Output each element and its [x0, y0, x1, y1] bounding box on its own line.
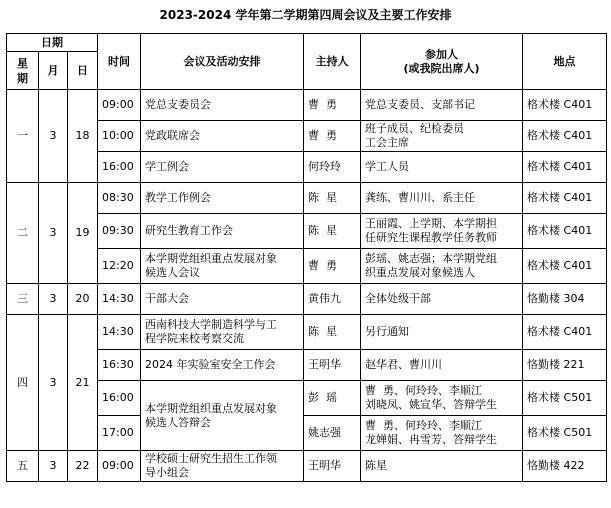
cell-host: 王明华 [304, 451, 361, 482]
cell-location: 格术楼 C501 [523, 381, 607, 416]
cell-host: 曹 勇 [304, 121, 361, 152]
schedule-body [7, 90, 607, 482]
header-day: 日 [68, 52, 98, 90]
event-line: 教学工作例会 [145, 191, 212, 204]
cell-time: 16:00 [98, 152, 141, 183]
header-participants-line2: (或我院出席人) [403, 61, 480, 75]
cell-host: 王明华 [304, 350, 361, 381]
event-line: 本学期党组织重点发展对象 [145, 252, 278, 265]
cell-day: 20 [68, 284, 98, 315]
cell-time: 16:30 [98, 350, 141, 381]
cell-month: 3 [39, 315, 68, 451]
header-month: 月 [39, 52, 68, 90]
cell-location: 格术楼 C401 [523, 152, 607, 183]
cell-location: 格术楼 C401 [523, 121, 607, 152]
header-location: 地点 [523, 34, 607, 90]
event-line: 党总支委员会 [145, 98, 212, 111]
table-row [7, 90, 607, 121]
cell-participants [361, 350, 523, 381]
participants-line: 班子成员、纪检委员 [365, 122, 465, 135]
event-line: 2024 年实验室安全工作会 [145, 358, 276, 371]
event-line: 西南科技大学制造科学与工 [145, 318, 278, 331]
participants-line: 曹 勇、何玲玲、李顺江 [365, 384, 483, 397]
participants-line: 龙婵娟、冉雪芳、答辩学生 [365, 433, 498, 446]
cell-host: 陈 星 [304, 315, 361, 350]
cell-month: 3 [39, 90, 68, 183]
cell-day: 18 [68, 90, 98, 183]
cell-time: 09:00 [98, 451, 141, 482]
cell-time: 17:00 [98, 416, 141, 451]
cell-participants [361, 451, 523, 482]
event-line: 候选人会议 [145, 266, 201, 279]
participants-line: 赵华君、曹川川 [365, 358, 443, 371]
schedule-table [6, 33, 607, 482]
participants-line: 彭瑶、姚志强；本学期党组 [365, 252, 498, 265]
cell-location: 恪勤楼 221 [523, 350, 607, 381]
cell-location: 格术楼 C401 [523, 315, 607, 350]
participants-line: 任研究生课程教学任务教师 [365, 231, 498, 244]
cell-time: 16:00 [98, 381, 141, 416]
cell-day: 19 [68, 183, 98, 284]
table-row [7, 451, 607, 482]
cell-event [141, 121, 304, 152]
cell-time: 14:30 [98, 284, 141, 315]
cell-weekday: 三 [7, 284, 39, 315]
cell-time: 14:30 [98, 315, 141, 350]
cell-host: 陈 星 [304, 214, 361, 249]
cell-event [141, 284, 304, 315]
cell-participants [361, 416, 523, 451]
header-event: 会议及活动安排 [141, 34, 304, 90]
cell-event [141, 90, 304, 121]
participants-line: 王丽霞、上学期、本学期担 [365, 217, 498, 230]
cell-host: 彭 瑶 [304, 381, 361, 416]
participants-line: 党总支委员、支部书记 [365, 98, 476, 111]
event-line: 党政联席会 [145, 129, 201, 142]
cell-weekday: 五 [7, 451, 39, 482]
cell-location: 格术楼 C401 [523, 90, 607, 121]
cell-month: 3 [39, 451, 68, 482]
cell-participants [361, 249, 523, 284]
header-participants-line1: 参加人 [425, 47, 459, 61]
cell-participants [361, 284, 523, 315]
cell-time: 12:20 [98, 249, 141, 284]
cell-event [141, 183, 304, 214]
event-line: 候选人答辩会 [145, 415, 212, 429]
header-time: 时间 [98, 34, 141, 90]
cell-month: 3 [39, 284, 68, 315]
table-row [7, 284, 607, 315]
event-line: 学校硕士研究生招生工作领 [145, 452, 278, 465]
cell-location: 格术楼 C401 [523, 214, 607, 249]
cell-location: 格术楼 C401 [523, 249, 607, 284]
cell-event [141, 315, 304, 350]
cell-location: 恪勤楼 422 [523, 451, 607, 482]
participants-line: 工会主席 [365, 136, 410, 149]
cell-host: 曹 勇 [304, 90, 361, 121]
cell-weekday: 四 [7, 315, 39, 451]
header-weekday: 星期 [7, 52, 39, 90]
page-title: 2023-2024 学年第二学期第四周会议及主要工作安排 [159, 8, 452, 22]
event-line: 干部大会 [145, 292, 190, 305]
event-line: 学工例会 [145, 160, 190, 173]
cell-participants [361, 152, 523, 183]
participants-line: 全体处级干部 [365, 292, 432, 305]
cell-weekday: 一 [7, 90, 39, 183]
cell-event [141, 214, 304, 249]
cell-host: 黄伟九 [304, 284, 361, 315]
header-participants [361, 34, 523, 90]
cell-location: 格术楼 C501 [523, 416, 607, 451]
cell-time: 10:00 [98, 121, 141, 152]
table-row [7, 183, 607, 214]
event-line: 程学院来校考察交流 [145, 332, 245, 345]
cell-participants [361, 214, 523, 249]
cell-event [141, 152, 304, 183]
cell-host: 陈 星 [304, 183, 361, 214]
cell-participants [361, 315, 523, 350]
cell-time: 09:00 [98, 90, 141, 121]
participants-line: 学工人员 [365, 160, 410, 173]
cell-event [141, 249, 304, 284]
participants-line: 曹 勇、何玲玲、李顺江 [365, 419, 483, 432]
cell-event [141, 350, 304, 381]
cell-host: 姚志强 [304, 416, 361, 451]
event-line: 导小组会 [145, 466, 190, 479]
cell-participants [361, 381, 523, 416]
header-host: 主持人 [304, 34, 361, 90]
table-row [7, 315, 607, 350]
cell-location: 格术楼 C401 [523, 183, 607, 214]
cell-day: 21 [68, 315, 98, 451]
cell-participants [361, 183, 523, 214]
participants-line: 织重点发展对象候选人 [365, 266, 476, 279]
cell-location: 恪勤楼 304 [523, 284, 607, 315]
event-line: 本学期党组织重点发展对象 [145, 401, 278, 415]
cell-participants [361, 90, 523, 121]
cell-weekday: 二 [7, 183, 39, 284]
header-date-group: 日期 [7, 34, 98, 52]
cell-host: 何玲玲 [304, 152, 361, 183]
participants-line: 刘晓凤、姚宣华、答辩学生 [365, 398, 498, 411]
cell-event [141, 381, 304, 451]
event-line: 研究生教育工作会 [145, 224, 234, 237]
cell-day: 22 [68, 451, 98, 482]
participants-line: 另行通知 [365, 325, 410, 338]
cell-participants [361, 121, 523, 152]
cell-time: 08:30 [98, 183, 141, 214]
participants-line: 陈星 [365, 459, 388, 472]
cell-event [141, 451, 304, 482]
cell-time: 09:30 [98, 214, 141, 249]
participants-line: 龚练、曹川川、系主任 [365, 191, 476, 204]
cell-month: 3 [39, 183, 68, 284]
cell-host: 曹 勇 [304, 249, 361, 284]
